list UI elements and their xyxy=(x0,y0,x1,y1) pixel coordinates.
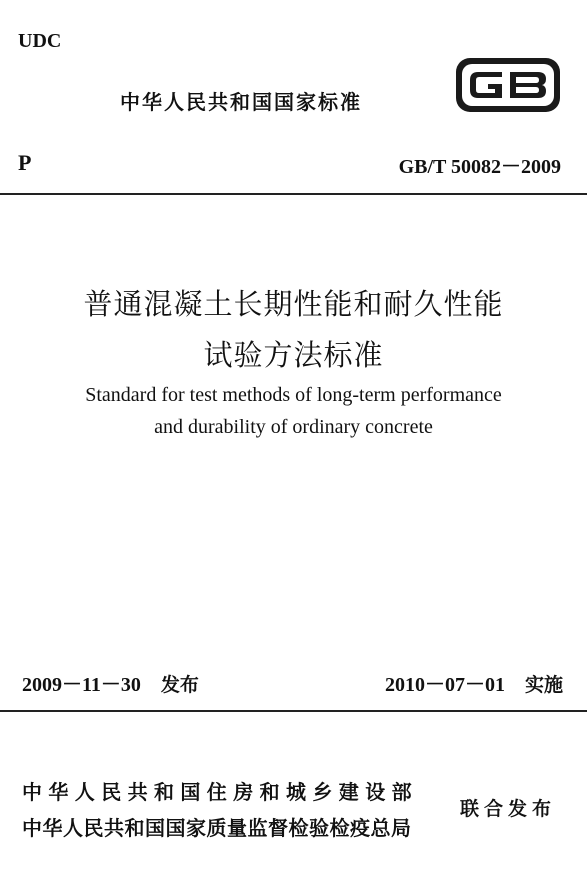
udc-label: UDC xyxy=(18,30,62,52)
national-standard-label: 中华人民共和国国家标准 xyxy=(120,90,362,114)
issuer-line2: 中华人民共和国国家质量监督检验检疫总局 xyxy=(22,816,412,840)
title-en-line2: and durability of ordinary concrete xyxy=(154,416,433,438)
issuer-line1: 中华人民共和国住房和城乡建设部 xyxy=(22,780,418,804)
gb-logo xyxy=(454,56,562,114)
effective-date: 2010－07－01 xyxy=(384,674,505,696)
classification-code: P xyxy=(18,150,32,175)
title-zh-line1: 普通混凝土长期性能和耐久性能 xyxy=(83,287,504,321)
joint-issue-label: 联合发布 xyxy=(460,798,557,820)
title-zh-line2: 试验方法标准 xyxy=(203,338,384,372)
effective-date-block xyxy=(385,668,563,697)
title-en-line1: Standard for test methods of long-term performance xyxy=(85,384,502,406)
issue-label: 发布 xyxy=(160,674,199,696)
standard-code: GB/T 50082－2009 xyxy=(398,156,561,178)
bottom-divider xyxy=(0,710,587,712)
top-divider xyxy=(0,193,587,195)
issue-date: 2009－11－30 xyxy=(22,674,141,696)
effective-label: 实施 xyxy=(524,674,563,696)
issue-date-block xyxy=(22,668,199,697)
